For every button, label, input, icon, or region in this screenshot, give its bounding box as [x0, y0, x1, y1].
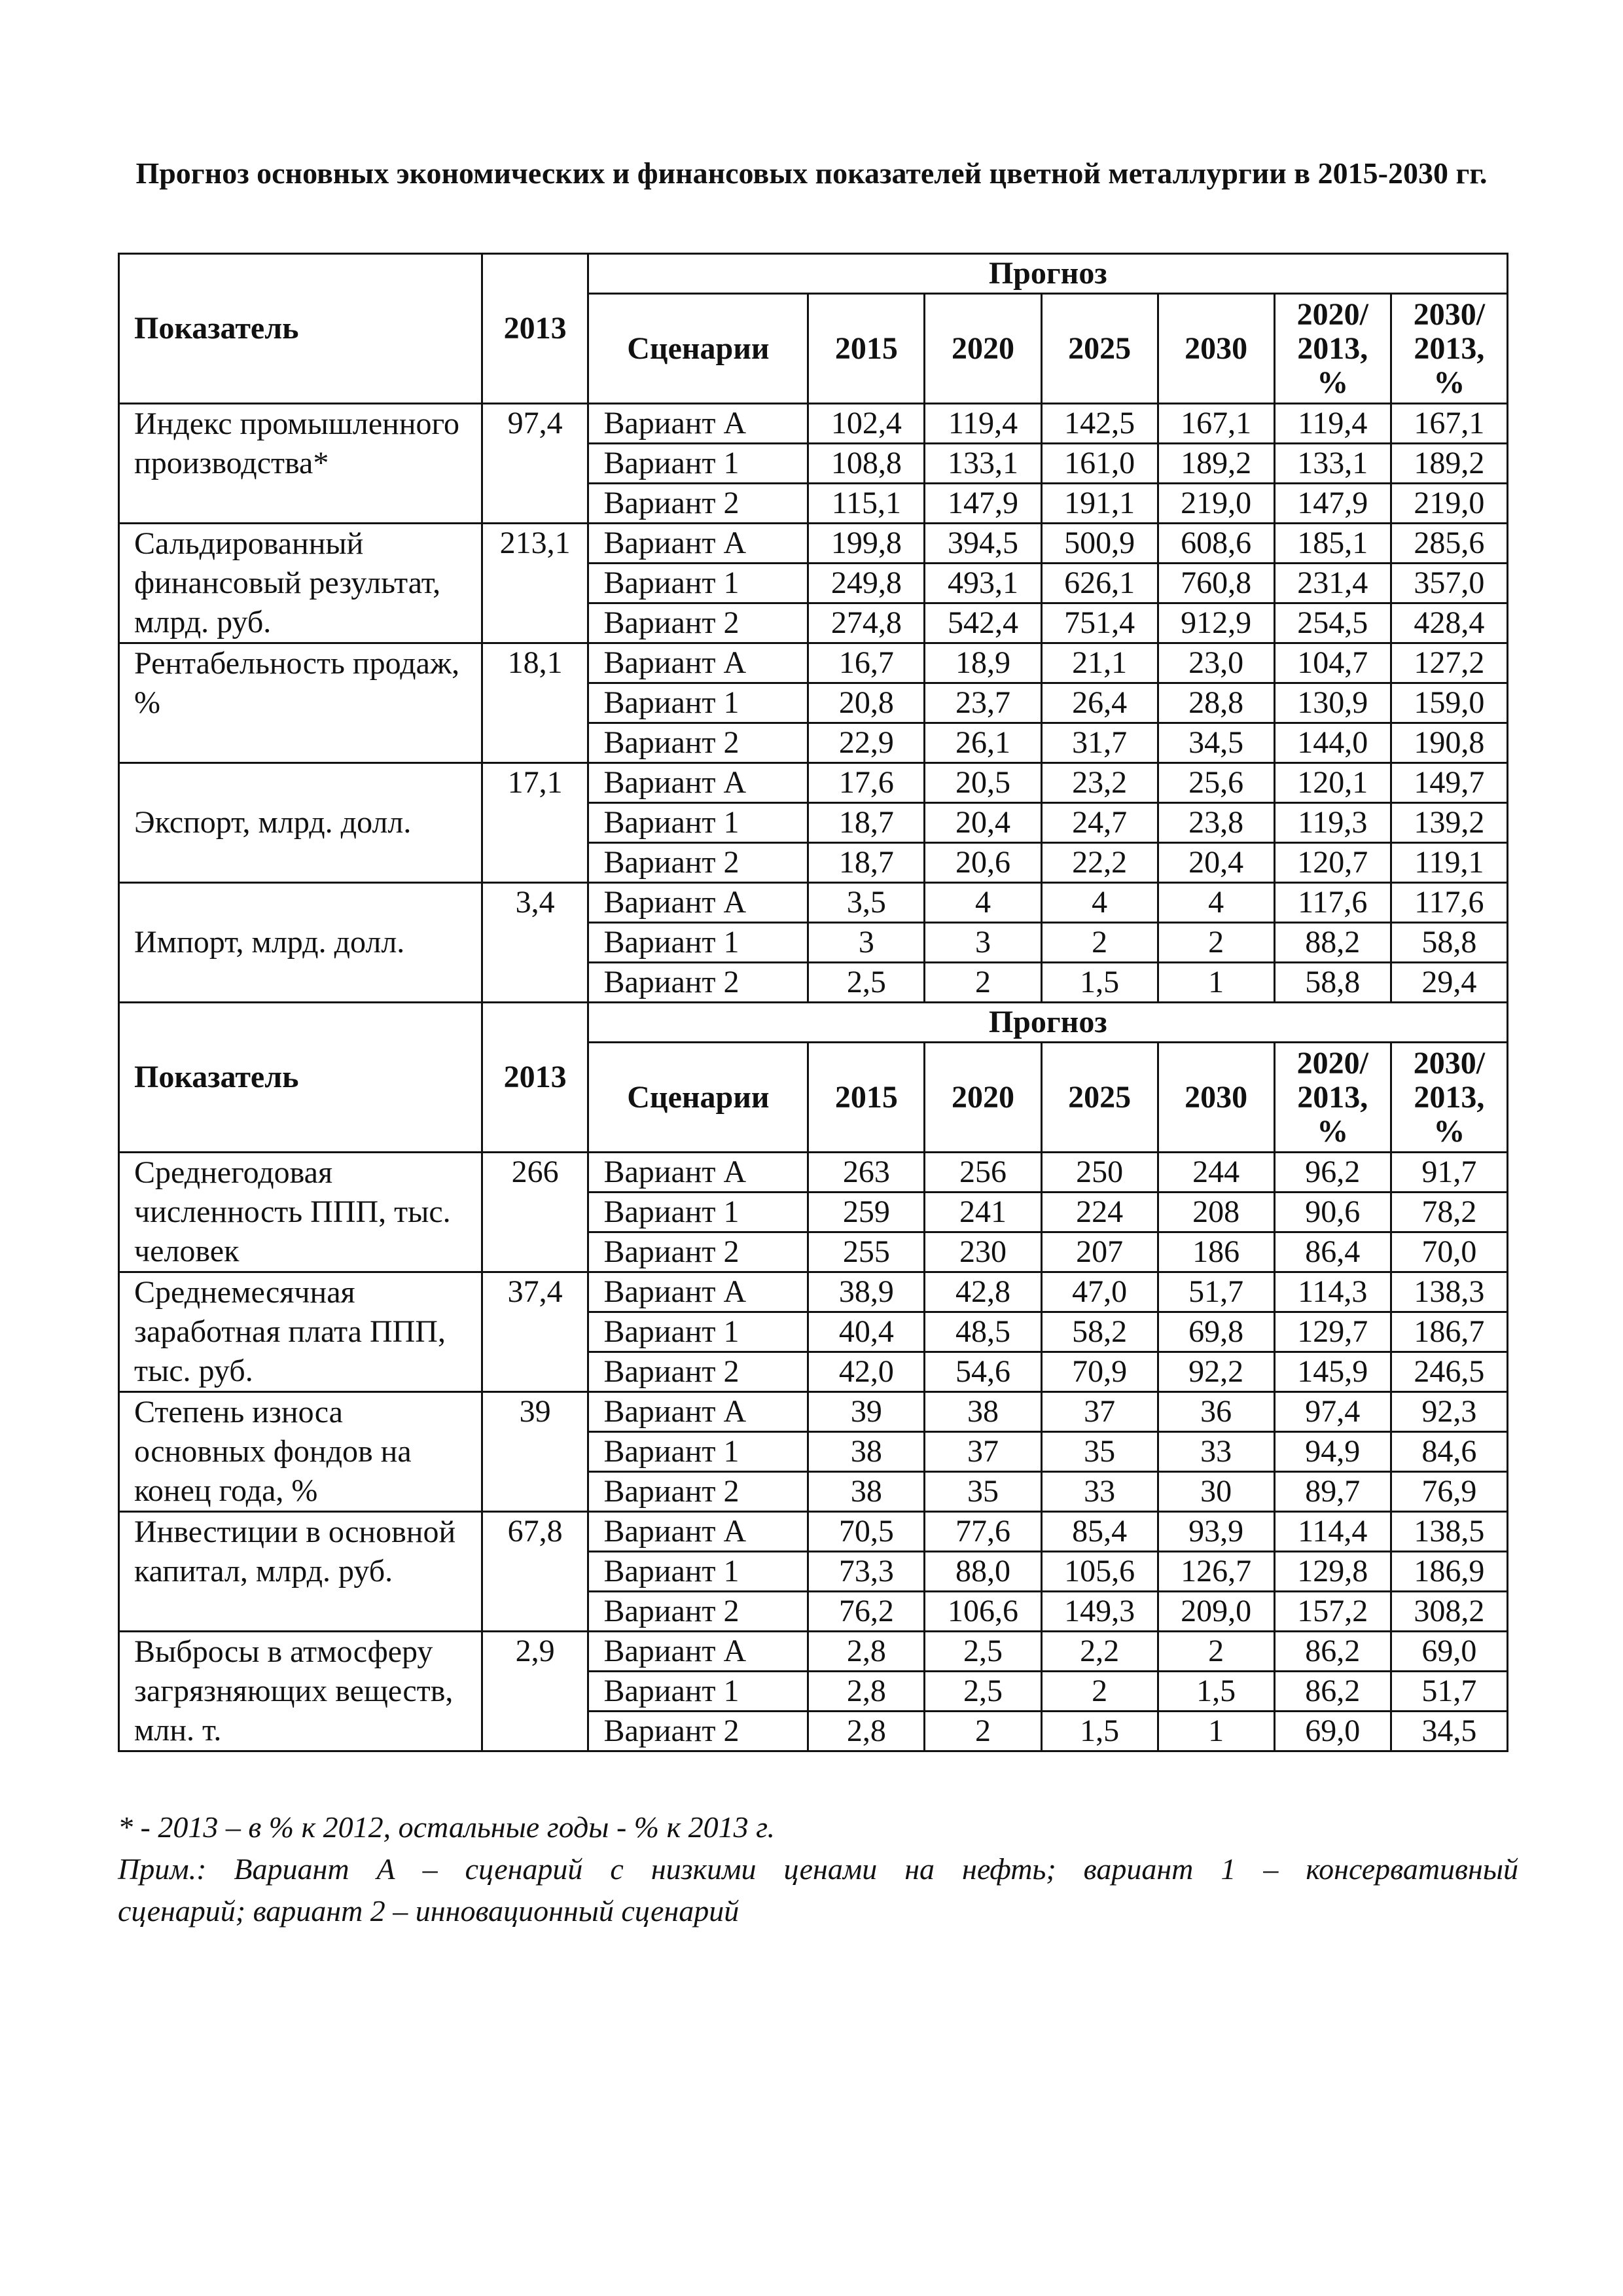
table-row — [119, 1272, 1508, 1312]
value-cell: 76,2 — [808, 1592, 925, 1632]
value-cell: 149,3 — [1041, 1592, 1158, 1632]
value-cell: 357,0 — [1391, 564, 1507, 603]
header-ratio-2020 — [1274, 1043, 1391, 1153]
header-ratio-line: 2030/ — [1413, 296, 1486, 332]
value-cell: 29,4 — [1391, 963, 1507, 1003]
value-cell: 114,3 — [1274, 1272, 1391, 1312]
value-cell: 428,4 — [1391, 603, 1507, 643]
header-ratio-line: 2013, — [1414, 1079, 1485, 1115]
indicator-label: Рентабельность продаж, % — [119, 643, 482, 763]
value-cell: 751,4 — [1041, 603, 1158, 643]
value-cell: 3 — [808, 923, 925, 963]
value-cell: 1,5 — [1158, 1672, 1274, 1712]
value-cell: 22,9 — [808, 723, 925, 763]
value-cell: 31,7 — [1041, 723, 1158, 763]
value-cell: 249,8 — [808, 564, 925, 603]
value-cell: 30 — [1158, 1472, 1274, 1512]
value-cell: 120,1 — [1274, 763, 1391, 803]
base-value: 18,1 — [482, 643, 588, 763]
value-cell: 25,6 — [1158, 763, 1274, 803]
value-cell: 70,0 — [1391, 1232, 1507, 1272]
value-cell: 106,6 — [925, 1592, 1041, 1632]
value-cell: 37 — [1041, 1392, 1158, 1432]
value-cell: 34,5 — [1391, 1712, 1507, 1751]
value-cell: 2,2 — [1041, 1632, 1158, 1672]
value-cell: 23,2 — [1041, 763, 1158, 803]
header-ratio-line: 2030/ — [1413, 1045, 1486, 1081]
value-cell: 117,6 — [1391, 883, 1507, 923]
value-cell: 2,8 — [808, 1712, 925, 1751]
value-cell: 4 — [1041, 883, 1158, 923]
header-ratio-line: % — [1317, 365, 1349, 400]
value-cell: 274,8 — [808, 603, 925, 643]
value-cell: 16,7 — [808, 643, 925, 683]
table-row — [119, 1392, 1508, 1432]
value-cell: 142,5 — [1041, 404, 1158, 444]
indicator-label: Среднемесячная заработная плата ППП, тыс. руб. — [119, 1272, 482, 1392]
value-cell: 129,7 — [1274, 1312, 1391, 1352]
value-cell: 626,1 — [1041, 564, 1158, 603]
indicator-label: Среднегодовая численность ППП, тыс. человек — [119, 1153, 482, 1272]
value-cell: 89,7 — [1274, 1472, 1391, 1512]
value-cell: 97,4 — [1274, 1392, 1391, 1432]
value-cell: 259 — [808, 1193, 925, 1232]
value-cell: 92,2 — [1158, 1352, 1274, 1392]
scenario-name: Вариант 2 — [588, 1472, 808, 1512]
value-cell: 58,8 — [1274, 963, 1391, 1003]
base-value: 3,4 — [482, 883, 588, 1003]
value-cell: 608,6 — [1158, 524, 1274, 564]
value-cell: 185,1 — [1274, 524, 1391, 564]
value-cell: 256 — [925, 1153, 1041, 1193]
value-cell: 2 — [1041, 923, 1158, 963]
value-cell: 69,8 — [1158, 1312, 1274, 1352]
scenario-name: Вариант 1 — [588, 444, 808, 484]
scenario-name: Вариант 1 — [588, 1193, 808, 1232]
scenario-name: Вариант 2 — [588, 1712, 808, 1751]
value-cell: 37 — [925, 1432, 1041, 1472]
header-year: 2030 — [1158, 294, 1274, 404]
value-cell: 1 — [1158, 963, 1274, 1003]
header-ratio-2030 — [1391, 1043, 1507, 1153]
table-row — [119, 404, 1508, 444]
value-cell: 70,5 — [808, 1512, 925, 1552]
header-base-year: 2013 — [482, 254, 588, 404]
value-cell: 230 — [925, 1232, 1041, 1272]
value-cell: 20,5 — [925, 763, 1041, 803]
scenario-name: Вариант А — [588, 1272, 808, 1312]
scenario-name: Вариант А — [588, 763, 808, 803]
value-cell: 20,8 — [808, 683, 925, 723]
value-cell: 58,8 — [1391, 923, 1507, 963]
value-cell: 219,0 — [1158, 484, 1274, 524]
scenario-name: Вариант 1 — [588, 1672, 808, 1712]
scenario-name: Вариант А — [588, 1512, 808, 1552]
header-ratio-line: % — [1433, 1113, 1465, 1149]
header-year: 2020 — [925, 1043, 1041, 1153]
base-value: 67,8 — [482, 1512, 588, 1632]
value-cell: 129,8 — [1274, 1552, 1391, 1592]
value-cell: 147,9 — [925, 484, 1041, 524]
header-forecast: Прогноз — [588, 1003, 1508, 1043]
value-cell: 1,5 — [1041, 1712, 1158, 1751]
value-cell: 191,1 — [1041, 484, 1158, 524]
header-ratio-2030 — [1391, 294, 1507, 404]
indicator-label: Выбросы в атмосферу загрязняющих веществ, млн. т. — [119, 1632, 482, 1751]
scenario-name: Вариант 1 — [588, 564, 808, 603]
value-cell: 91,7 — [1391, 1153, 1507, 1193]
value-cell: 138,3 — [1391, 1272, 1507, 1312]
table-row — [119, 763, 1508, 803]
value-cell: 76,9 — [1391, 1472, 1507, 1512]
value-cell: 85,4 — [1041, 1512, 1158, 1552]
value-cell: 231,4 — [1274, 564, 1391, 603]
table-row — [119, 643, 1508, 683]
value-cell: 51,7 — [1158, 1272, 1274, 1312]
value-cell: 20,6 — [925, 843, 1041, 883]
value-cell: 2,5 — [925, 1632, 1041, 1672]
value-cell: 2 — [1158, 923, 1274, 963]
value-cell: 77,6 — [925, 1512, 1041, 1552]
value-cell: 18,7 — [808, 843, 925, 883]
value-cell: 86,2 — [1274, 1632, 1391, 1672]
value-cell: 189,2 — [1158, 444, 1274, 484]
value-cell: 23,7 — [925, 683, 1041, 723]
value-cell: 219,0 — [1391, 484, 1507, 524]
value-cell: 42,0 — [808, 1352, 925, 1392]
value-cell: 190,8 — [1391, 723, 1507, 763]
header-ratio-line: 2013, — [1297, 1079, 1368, 1115]
value-cell: 84,6 — [1391, 1432, 1507, 1472]
value-cell: 35 — [1041, 1432, 1158, 1472]
base-value: 39 — [482, 1392, 588, 1512]
value-cell: 34,5 — [1158, 723, 1274, 763]
value-cell: 39 — [808, 1392, 925, 1432]
value-cell: 208 — [1158, 1193, 1274, 1232]
value-cell: 255 — [808, 1232, 925, 1272]
scenario-name: Вариант 1 — [588, 803, 808, 843]
value-cell: 912,9 — [1158, 603, 1274, 643]
table-row — [119, 1153, 1508, 1193]
header-year: 2015 — [808, 1043, 925, 1153]
base-value: 97,4 — [482, 404, 588, 524]
value-cell: 108,8 — [808, 444, 925, 484]
scenario-name: Вариант А — [588, 1153, 808, 1193]
value-cell: 157,2 — [1274, 1592, 1391, 1632]
scenario-name: Вариант 1 — [588, 923, 808, 963]
value-cell: 1,5 — [1041, 963, 1158, 1003]
value-cell: 126,7 — [1158, 1552, 1274, 1592]
value-cell: 224 — [1041, 1193, 1158, 1232]
value-cell: 241 — [925, 1193, 1041, 1232]
value-cell: 93,9 — [1158, 1512, 1274, 1552]
value-cell: 133,1 — [1274, 444, 1391, 484]
value-cell: 117,6 — [1274, 883, 1391, 923]
scenario-name: Вариант А — [588, 1392, 808, 1432]
value-cell: 161,0 — [1041, 444, 1158, 484]
value-cell: 285,6 — [1391, 524, 1507, 564]
scenario-name: Вариант А — [588, 404, 808, 444]
value-cell: 38 — [808, 1472, 925, 1512]
value-cell: 2,8 — [808, 1632, 925, 1672]
indicator-label: Импорт, млрд. долл. — [119, 883, 482, 1003]
indicator-label: Инвестиции в основной капитал, млрд. руб. — [119, 1512, 482, 1632]
header-ratio-line: 2013, — [1297, 331, 1368, 366]
value-cell: 493,1 — [925, 564, 1041, 603]
value-cell: 760,8 — [1158, 564, 1274, 603]
indicator-label: Сальдированный финансовый результат, млрд. руб. — [119, 524, 482, 643]
value-cell: 254,5 — [1274, 603, 1391, 643]
scenario-name: Вариант 2 — [588, 484, 808, 524]
value-cell: 2,8 — [808, 1672, 925, 1712]
value-cell: 70,9 — [1041, 1352, 1158, 1392]
value-cell: 18,9 — [925, 643, 1041, 683]
value-cell: 246,5 — [1391, 1352, 1507, 1392]
scenario-name: Вариант 1 — [588, 1312, 808, 1352]
value-cell: 114,4 — [1274, 1512, 1391, 1552]
value-cell: 2 — [1158, 1632, 1274, 1672]
value-cell: 36 — [1158, 1392, 1274, 1432]
value-cell: 92,3 — [1391, 1392, 1507, 1432]
header-year: 2025 — [1041, 1043, 1158, 1153]
scenario-name: Вариант 1 — [588, 1432, 808, 1472]
value-cell: 167,1 — [1391, 404, 1507, 444]
value-cell: 73,3 — [808, 1552, 925, 1592]
value-cell: 47,0 — [1041, 1272, 1158, 1312]
base-value: 2,9 — [482, 1632, 588, 1751]
header-indicator: Показатель — [119, 254, 482, 404]
table-row — [119, 883, 1508, 923]
header-ratio-line: % — [1433, 365, 1465, 400]
value-cell: 207 — [1041, 1232, 1158, 1272]
value-cell: 94,9 — [1274, 1432, 1391, 1472]
value-cell: 186,9 — [1391, 1552, 1507, 1592]
scenario-name: Вариант А — [588, 524, 808, 564]
value-cell: 18,7 — [808, 803, 925, 843]
value-cell: 90,6 — [1274, 1193, 1391, 1232]
value-cell: 308,2 — [1391, 1592, 1507, 1632]
value-cell: 119,3 — [1274, 803, 1391, 843]
value-cell: 104,7 — [1274, 643, 1391, 683]
value-cell: 33 — [1041, 1472, 1158, 1512]
scenario-name: Вариант А — [588, 883, 808, 923]
header-scenarios: Сценарии — [588, 1043, 808, 1153]
base-value: 213,1 — [482, 524, 588, 643]
value-cell: 51,7 — [1391, 1672, 1507, 1712]
scenario-name: Вариант А — [588, 1632, 808, 1672]
value-cell: 48,5 — [925, 1312, 1041, 1352]
value-cell: 38 — [925, 1392, 1041, 1432]
value-cell: 96,2 — [1274, 1153, 1391, 1193]
value-cell: 4 — [1158, 883, 1274, 923]
value-cell: 38,9 — [808, 1272, 925, 1312]
value-cell: 209,0 — [1158, 1592, 1274, 1632]
header-ratio-line: 2020/ — [1296, 296, 1368, 332]
value-cell: 38 — [808, 1432, 925, 1472]
value-cell: 119,1 — [1391, 843, 1507, 883]
value-cell: 139,2 — [1391, 803, 1507, 843]
value-cell: 54,6 — [925, 1352, 1041, 1392]
scenario-name: Вариант 2 — [588, 603, 808, 643]
value-cell: 120,7 — [1274, 843, 1391, 883]
value-cell: 2 — [925, 1712, 1041, 1751]
value-cell: 105,6 — [1041, 1552, 1158, 1592]
value-cell: 86,2 — [1274, 1672, 1391, 1712]
value-cell: 2,5 — [808, 963, 925, 1003]
document-title: Прогноз основных экономических и финансовых показателей цветной металлургии в 2015-2030 гг. — [135, 156, 1488, 190]
scenario-name: Вариант А — [588, 643, 808, 683]
value-cell: 3,5 — [808, 883, 925, 923]
value-cell: 145,9 — [1274, 1352, 1391, 1392]
table-row — [119, 1512, 1508, 1552]
value-cell: 138,5 — [1391, 1512, 1507, 1552]
value-cell: 3 — [925, 923, 1041, 963]
value-cell: 23,0 — [1158, 643, 1274, 683]
value-cell: 4 — [925, 883, 1041, 923]
header-forecast: Прогноз — [588, 254, 1508, 294]
value-cell: 1 — [1158, 1712, 1274, 1751]
value-cell: 199,8 — [808, 524, 925, 564]
base-value: 37,4 — [482, 1272, 588, 1392]
value-cell: 159,0 — [1391, 683, 1507, 723]
footnote: * - 2013 – в % к 2012, остальные годы - % к 2013 г. — [118, 1810, 775, 1844]
header-indicator: Показатель — [119, 1003, 482, 1153]
value-cell: 500,9 — [1041, 524, 1158, 564]
value-cell: 263 — [808, 1153, 925, 1193]
value-cell: 186,7 — [1391, 1312, 1507, 1352]
value-cell: 102,4 — [808, 404, 925, 444]
value-cell: 119,4 — [1274, 404, 1391, 444]
remark-line-2: сценарий; вариант 2 – инновационный сценарий — [118, 1894, 740, 1928]
scenario-name: Вариант 2 — [588, 1352, 808, 1392]
value-cell: 2 — [1041, 1672, 1158, 1712]
table-row — [119, 1632, 1508, 1672]
value-cell: 2 — [925, 963, 1041, 1003]
value-cell: 186 — [1158, 1232, 1274, 1272]
forecast-table — [118, 253, 1508, 1752]
value-cell: 28,8 — [1158, 683, 1274, 723]
value-cell: 17,6 — [808, 763, 925, 803]
value-cell: 86,4 — [1274, 1232, 1391, 1272]
value-cell: 22,2 — [1041, 843, 1158, 883]
header-year: 2030 — [1158, 1043, 1274, 1153]
header-scenarios: Сценарии — [588, 294, 808, 404]
header-ratio-2020 — [1274, 294, 1391, 404]
indicator-label: Экспорт, млрд. долл. — [119, 763, 482, 883]
value-cell: 149,7 — [1391, 763, 1507, 803]
indicator-label: Индекс промышленного производства* — [119, 404, 482, 524]
value-cell: 119,4 — [925, 404, 1041, 444]
value-cell: 244 — [1158, 1153, 1274, 1193]
value-cell: 147,9 — [1274, 484, 1391, 524]
value-cell: 88,0 — [925, 1552, 1041, 1592]
value-cell: 35 — [925, 1472, 1041, 1512]
value-cell: 69,0 — [1274, 1712, 1391, 1751]
value-cell: 130,9 — [1274, 683, 1391, 723]
value-cell: 394,5 — [925, 524, 1041, 564]
header-base-year: 2013 — [482, 1003, 588, 1153]
remark-line-1: Прим.: Вариант А – сценарий с низкими ценами на нефть; вариант 1 – консервативный — [118, 1852, 1518, 1886]
value-cell: 2,5 — [925, 1672, 1041, 1712]
table-notes — [118, 1806, 1518, 1932]
value-cell: 115,1 — [808, 484, 925, 524]
value-cell: 144,0 — [1274, 723, 1391, 763]
value-cell: 250 — [1041, 1153, 1158, 1193]
header-ratio-line: % — [1317, 1113, 1349, 1149]
value-cell: 167,1 — [1158, 404, 1274, 444]
scenario-name: Вариант 2 — [588, 1592, 808, 1632]
header-ratio-line: 2020/ — [1296, 1045, 1368, 1081]
value-cell: 26,4 — [1041, 683, 1158, 723]
value-cell: 133,1 — [925, 444, 1041, 484]
value-cell: 42,8 — [925, 1272, 1041, 1312]
value-cell: 21,1 — [1041, 643, 1158, 683]
value-cell: 542,4 — [925, 603, 1041, 643]
scenario-name: Вариант 2 — [588, 1232, 808, 1272]
table-row — [119, 524, 1508, 564]
header-ratio-line: 2013, — [1414, 331, 1485, 366]
value-cell: 69,0 — [1391, 1632, 1507, 1672]
value-cell: 26,1 — [925, 723, 1041, 763]
value-cell: 78,2 — [1391, 1193, 1507, 1232]
value-cell: 20,4 — [925, 803, 1041, 843]
base-value: 266 — [482, 1153, 588, 1272]
value-cell: 23,8 — [1158, 803, 1274, 843]
indicator-label: Степень износа основных фондов на конец года, % — [119, 1392, 482, 1512]
scenario-name: Вариант 1 — [588, 1552, 808, 1592]
value-cell: 189,2 — [1391, 444, 1507, 484]
scenario-name: Вариант 1 — [588, 683, 808, 723]
value-cell: 58,2 — [1041, 1312, 1158, 1352]
base-value: 17,1 — [482, 763, 588, 883]
header-year: 2020 — [925, 294, 1041, 404]
value-cell: 20,4 — [1158, 843, 1274, 883]
value-cell: 33 — [1158, 1432, 1274, 1472]
value-cell: 24,7 — [1041, 803, 1158, 843]
scenario-name: Вариант 2 — [588, 843, 808, 883]
header-year: 2025 — [1041, 294, 1158, 404]
value-cell: 88,2 — [1274, 923, 1391, 963]
header-year: 2015 — [808, 294, 925, 404]
value-cell: 127,2 — [1391, 643, 1507, 683]
value-cell: 40,4 — [808, 1312, 925, 1352]
scenario-name: Вариант 2 — [588, 723, 808, 763]
scenario-name: Вариант 2 — [588, 963, 808, 1003]
